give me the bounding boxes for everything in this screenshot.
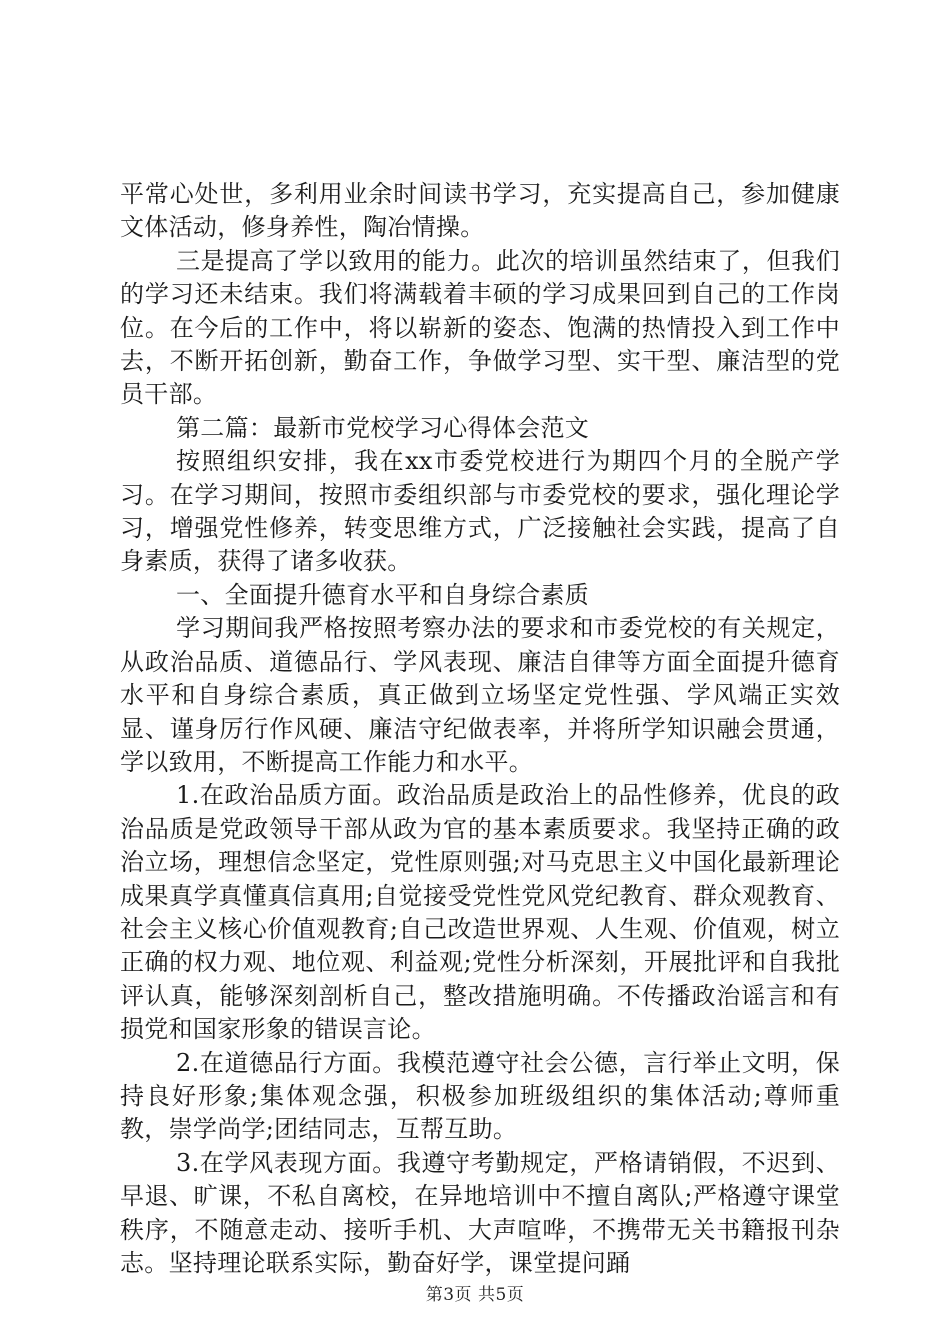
paragraph-continuation: 平常心处世，多利用业余时间读书学习，充实提高自己，参加健康文体活动，修身养性，陶冶情操。 bbox=[120, 180, 840, 242]
paragraph-study-period: 学习期间我严格按照考察办法的要求和市委党校的有关规定，从政治品质、道德品行、学风表现、廉洁自律等方面全面提升德育水平和自身综合素质，真正做到立场坚定党性强、学风端正实效显、谨身厉行作风硬、廉洁守纪做表率，并将所学知识融会贯通，学以致用，不断提高工作能力和水平。 bbox=[120, 614, 840, 776]
paragraph-third-point: 三是提高了学以致用的能力。此次的培训虽然结束了，但我们的学习还未结束。我们将满载着丰硕的学习成果回到自己的工作岗位。在今后的工作中，将以崭新的姿态、饱满的热情投入到工作中去，不断开拓创新，勤奋工作，争做学习型、实干型、廉洁型的党员干部。 bbox=[120, 246, 840, 409]
page-number-footer: 第3页 共5页 bbox=[425, 1285, 525, 1305]
document-body bbox=[120, 178, 840, 1280]
paragraph-intro: 按照组织安排，我在xx市委党校进行为期四个月的全脱产学习。在学习期间，按照市委组织部与市委党校的要求，强化理论学习，增强党性修养，转变思维方式，广泛接触社会实践，提高了自身素质，获得了诸多收获。 bbox=[120, 447, 840, 576]
paragraph-moral-conduct: 2.在道德品行方面。我模范遵守社会公德，言行举止文明，保持良好形象;集体观念强，积极参加班级组织的集体活动;尊师重教，崇学尚学;团结同志，互帮互助。 bbox=[120, 1048, 840, 1144]
paragraph-study-style: 3.在学风表现方面。我遵守考勤规定，严格请销假，不迟到、早退、旷课，不私自离校，在异地培训中不擅自离队;严格遵守课堂秩序，不随意走动、接听手机、大声喧哗，不携带无关书籍报刊杂志。坚持理论联系实际，勤奋好学，课堂提问踊 bbox=[120, 1148, 840, 1277]
paragraph-political-quality: 1.在政治品质方面。政治品质是政治上的品性修养，优良的政治品质是党政领导干部从政为官的基本素质要求。我坚持正确的政治立场，理想信念坚定，党性原则强;对马克思主义中国化最新理论成果真学真懂真信真用;自觉接受党性党风党纪教育、群众观教育、社会主义核心价值观教育;自己改造世界观、人生观、价值观，树立正确的权力观、地位观、利益观;党性分析深刻，开展批评和自我批评认真，能够深刻剖析自己，整改措施明确。不传播政治谣言和有损党和国家形象的错误言论。 bbox=[120, 781, 840, 1044]
section-heading-one: 一、全面提升德育水平和自身综合素质 bbox=[176, 580, 590, 609]
section-heading-second-article: 第二篇：最新市党校学习心得体会范文 bbox=[176, 413, 590, 442]
